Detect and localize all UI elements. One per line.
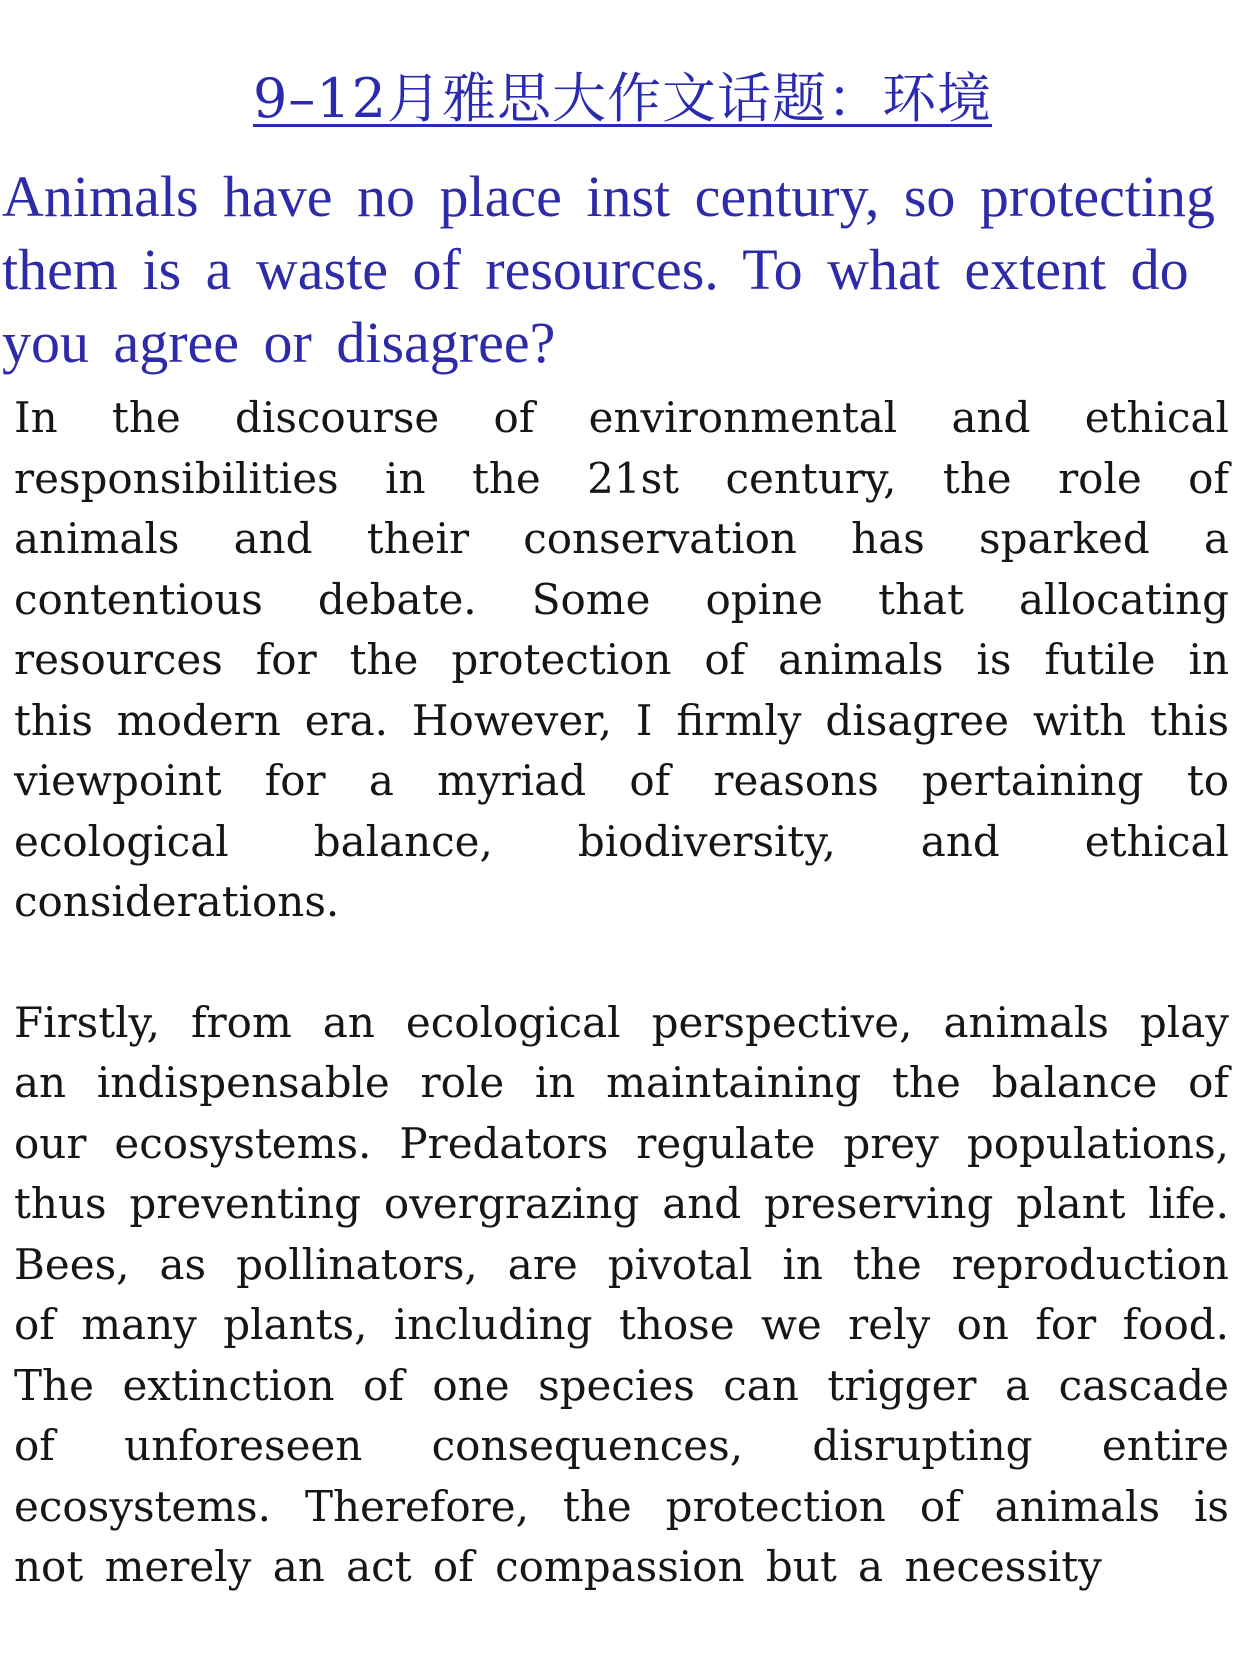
document-title: 9–12月雅思大作文话题：环境 (252, 67, 993, 130)
essay-paragraph-intro: In the discourse of environmental and ethical responsibilities in the 21st century, the role of animals and their conservation has sparked a contentious debate. Some opine that allocating resources for the protection of animals is futile in this modern era. However, I firmly disagree with this viewpoint for a myriad of reasons pertaining to ecological balance, biodiversity, and ethical considerations. (14, 393, 1229, 926)
essay-body (14, 388, 1229, 1598)
essay-question: Animals have no place inst century, so protecting them is a waste of resources. To what extent do you agree or disagree? (2, 164, 1216, 375)
essay-paragraph-ecological: Firstly, from an ecological perspective, animals play an indispensable role in maintaining the balance of our ecosystems. Predators regulate prey populations, thus preventing overgrazing and preserving plant life. Bees, as pollinators, are pivotal in the reproduction of many plants, including those we rely on for food. The extinction of one species can trigger a cascade of unforeseen consequences, disrupting entire ecosystems. Therefore, the protection of animals is not merely an act of compassion but a necessity (14, 997, 1229, 1591)
